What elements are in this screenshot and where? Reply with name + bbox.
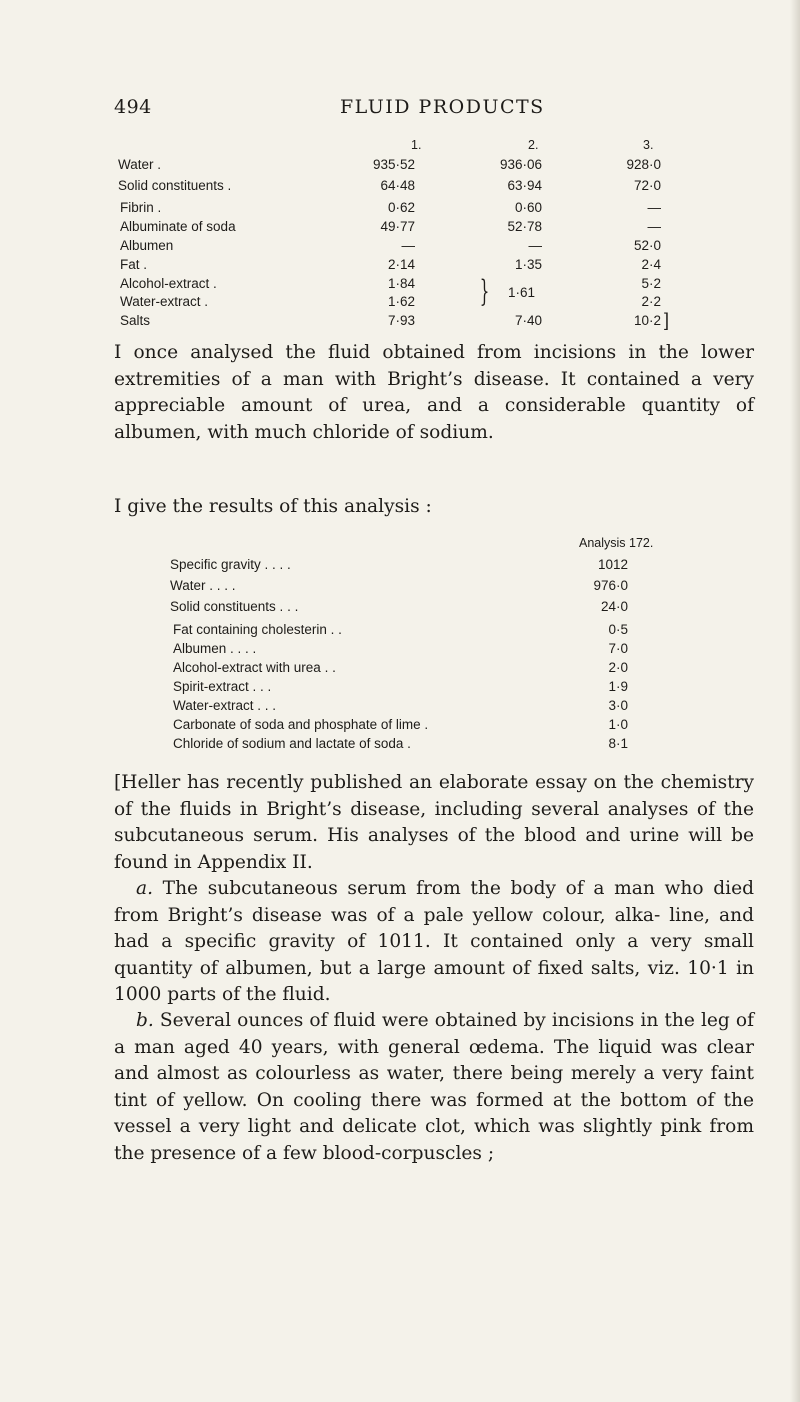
table-row (118, 200, 758, 218)
value-col-3: — (647, 219, 661, 234)
table-row (118, 294, 758, 312)
row-label: Alcohol-extract with urea . . (173, 660, 336, 675)
row-label: Carbonate of soda and phosphate of lime . (173, 717, 429, 732)
row-value: 1·9 (608, 679, 628, 694)
row-label: Spirit-extract . . . (173, 679, 272, 694)
value-col-1: 1·62 (387, 294, 415, 309)
value-col-3: 2·2 (641, 294, 661, 309)
right-brace: } (479, 274, 490, 309)
page-number: 494 (114, 96, 152, 118)
row-label: Albumen . . . . (173, 641, 257, 656)
paragraph-body (114, 876, 754, 1009)
row-label: Alcohol-extract . (120, 276, 217, 291)
row-label: Albuminate of soda (120, 219, 236, 234)
value-col-1: 64·48 (380, 178, 415, 193)
table-row (118, 257, 758, 275)
row-label: Albumen (120, 238, 174, 253)
closing-bracket: ] (664, 310, 670, 330)
value-col-3: — (647, 200, 661, 215)
value-col-1: 7·93 (387, 313, 415, 328)
row-value: 2·0 (608, 660, 628, 675)
row-label: Fat . (120, 257, 148, 272)
table-row (118, 238, 758, 256)
table-row (170, 641, 730, 659)
table-row (170, 736, 730, 754)
table-row (170, 622, 730, 640)
paragraph-4 (114, 876, 754, 1009)
value-col-3: 52·0 (633, 238, 661, 253)
row-value: 1·0 (608, 717, 628, 732)
value-col-2: 936·06 (499, 157, 542, 172)
page-header (0, 96, 800, 126)
row-value: 976·0 (593, 578, 628, 593)
paragraph-text: Several ounces of fluid were obtained by incisions in the leg of a man aged 40 years, with general œdema. The liquid was clear and almost as colourless as water, there being merely a very faint tint of yellow. On cooling there was formed at the bottom of the vessel a very light and delicate clot, which was slightly pink from the presence of a few blood-corpuscles ; (114, 1010, 754, 1164)
paragraph-body (114, 1008, 754, 1167)
value-col-2: 52·78 (507, 219, 542, 234)
paragraph-text: The subcutaneous serum from the body of a man who died from Bright’s disease was of a pale yellow colour, alka- line, and had a specific gravity of 1011. It contained only a very small quantity of albumen, but a large amount of fixed salts, viz. 10·1 in 1000 parts of the fluid. (114, 878, 754, 1005)
table-row (118, 219, 758, 237)
table-row (170, 679, 730, 697)
row-label: Chloride of sodium and lactate of soda . (173, 736, 411, 751)
value-col-1: 49·77 (380, 219, 415, 234)
value-col-1: 2·14 (387, 257, 415, 272)
row-value: 1012 (597, 557, 628, 572)
table-row (118, 178, 758, 196)
running-title: FLUID PRODUCTS (340, 96, 545, 118)
value-col-2: 1·35 (514, 257, 542, 272)
table-row (118, 313, 758, 331)
row-label: Water-extract . . . (173, 698, 277, 713)
row-label: Fat containing cholesterin . . (173, 622, 342, 637)
value-col-1: 0·62 (387, 200, 415, 215)
row-value: 8·1 (608, 736, 628, 751)
paragraph-marker: b. (136, 1010, 154, 1031)
value-col-3: 72·0 (633, 178, 661, 193)
paragraph-text: [Heller has recently published an elaborate essay on the chemistry of the fluids in Bright’s disease, including several analyses of the subcutaneous serum. His analyses of the blood and urine will be found in Appendix II. (114, 772, 754, 873)
paragraph-marker: a. (136, 878, 153, 899)
value-col-3: 928·0 (626, 157, 661, 172)
row-label: Specific gravity . . . . (170, 557, 291, 572)
row-label: Solid constituents . (118, 178, 232, 193)
value-col-2: 0·60 (514, 200, 542, 215)
braced-value: 1·61 (508, 285, 536, 300)
paragraph-text: I once analysed the fluid obtained from incisions in the lower extremities of a man with Bright’s disease. It contained a very appreciable amount of urea, and a considerable quantity of albumen, with much chloride of sodium. (114, 342, 754, 443)
row-label: Solid constituents . . . (170, 599, 299, 614)
row-label: Fibrin . (120, 200, 162, 215)
column-header-2: 2. (528, 138, 539, 152)
column-header-1: 1. (411, 138, 422, 152)
paragraph-5 (114, 1008, 754, 1167)
table-row (170, 557, 730, 575)
row-label: Water . . . . (170, 578, 236, 593)
row-label: Water-extract . (120, 294, 209, 309)
value-col-3: 2·4 (641, 257, 661, 272)
value-col-1: 935·52 (372, 157, 415, 172)
table-row (170, 660, 730, 678)
value-col-3: 5·2 (641, 276, 661, 291)
table-row (170, 578, 730, 596)
analysis-header: Analysis 172. (579, 536, 654, 550)
table-row (118, 276, 758, 294)
table-row (170, 599, 730, 617)
row-value: 24·0 (600, 599, 628, 614)
table-row (170, 717, 730, 735)
value-col-2: 63·94 (507, 178, 542, 193)
table-row (170, 698, 730, 716)
value-col-2: — (528, 238, 542, 253)
value-col-1: — (401, 238, 415, 253)
value-col-1: 1·84 (387, 276, 415, 291)
row-value: 0·5 (608, 622, 628, 637)
row-value: 3·0 (608, 698, 628, 713)
paragraph-2 (114, 494, 754, 521)
row-label: Salts (120, 313, 151, 328)
paragraph-3 (114, 770, 754, 876)
value-col-2: 7·40 (514, 313, 542, 328)
row-label: Water . (118, 157, 162, 172)
paragraph-1 (114, 340, 754, 446)
row-value: 7·0 (608, 641, 628, 656)
value-col-3: 10·2 (633, 313, 661, 328)
paragraph-text: I give the results of this analysis : (114, 496, 432, 517)
column-header-3: 3. (643, 138, 654, 152)
table-row (118, 157, 758, 175)
page-edge-shadow (790, 0, 800, 1402)
